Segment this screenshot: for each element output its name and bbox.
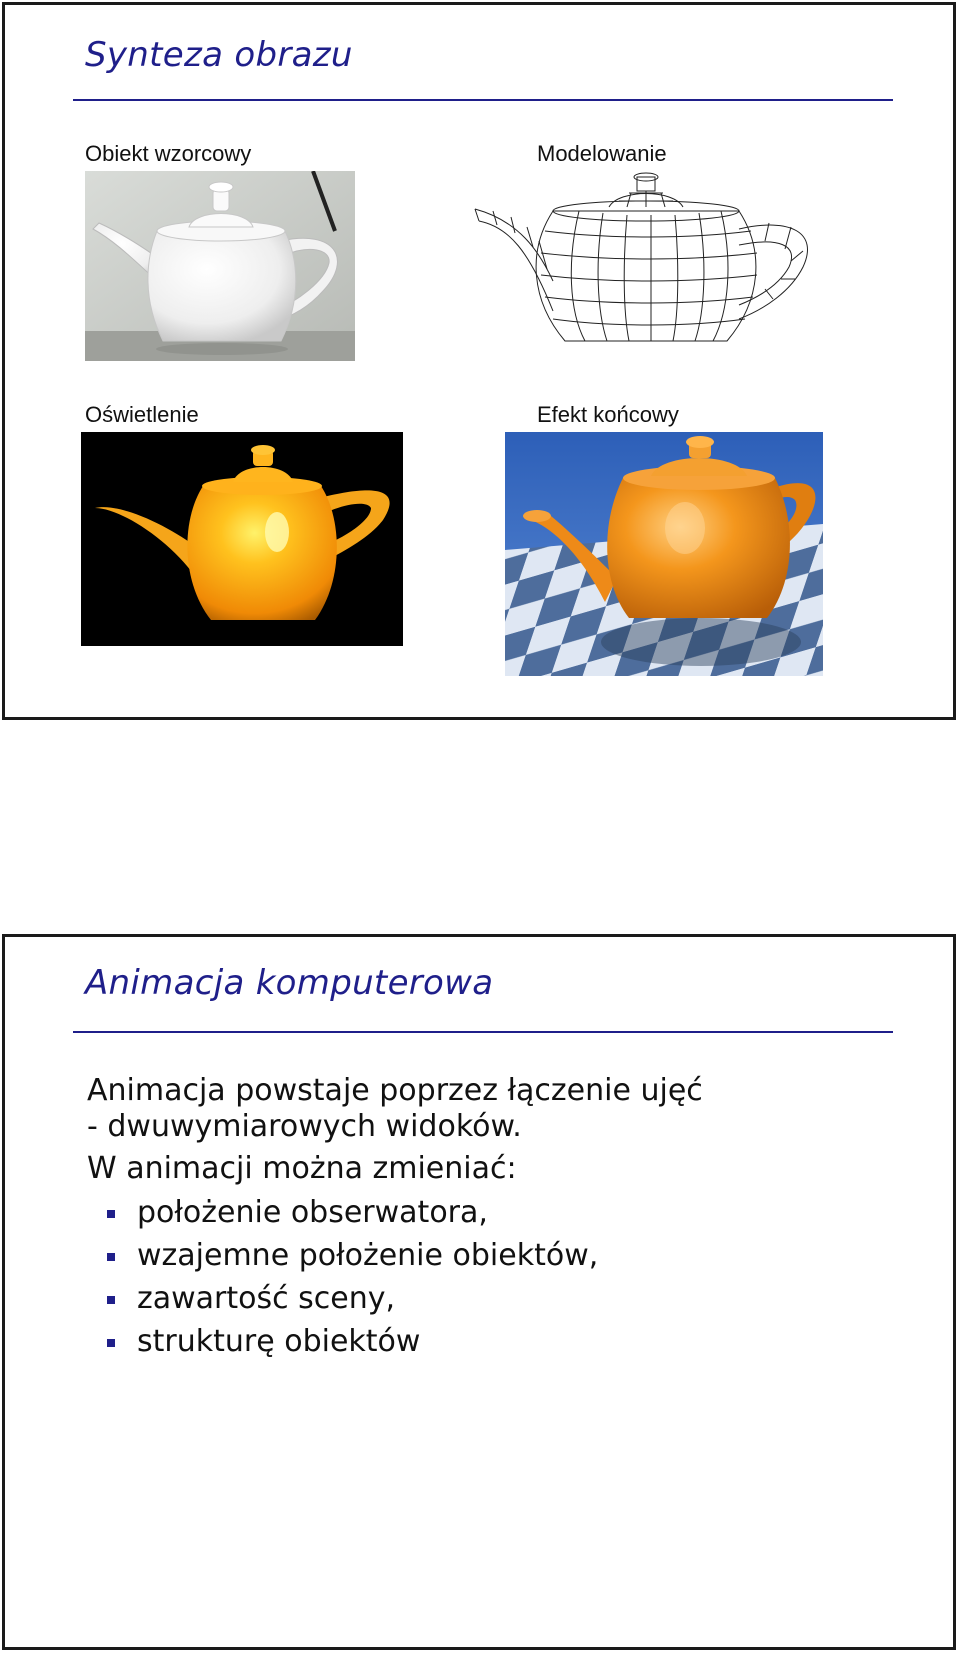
caption-obiekt-wzorcowy: Obiekt wzorcowy (85, 141, 252, 166)
bullet-square-icon (107, 1339, 115, 1347)
slide-title: Animacja komputerowa (85, 963, 494, 1003)
list-item-text: wzajemne położenie obiektów, (137, 1238, 599, 1273)
title-divider (73, 1031, 893, 1033)
slide-animacja-komputerowa (2, 934, 956, 1650)
wireframe-teapot-icon (469, 171, 815, 347)
rendered-teapot-checkerboard-icon (505, 432, 823, 676)
paragraph-line-2: - dwuwymiarowych widoków. (87, 1109, 522, 1144)
list-item (107, 1195, 488, 1230)
list-item (107, 1238, 598, 1273)
lit-orange-teapot-icon (81, 432, 403, 646)
caption-oswietlenie: Oświetlenie (85, 402, 199, 427)
list-item-text: położenie obserwatora, (137, 1195, 488, 1230)
list-item (107, 1324, 420, 1359)
paragraph-line-1: Animacja powstaje poprzez łączenie ujęć (87, 1073, 703, 1108)
list-item (107, 1281, 395, 1316)
bullet-square-icon (107, 1253, 115, 1261)
list-intro: W animacji można zmieniać: (87, 1151, 517, 1186)
photo-white-teapot-icon (85, 171, 355, 361)
title-divider (73, 99, 893, 101)
list-item-text: strukturę obiektów (137, 1324, 421, 1359)
slide-synteza-obrazu (2, 2, 956, 720)
list-item-text: zawartość sceny, (137, 1281, 396, 1316)
slide-title: Synteza obrazu (85, 35, 353, 75)
caption-efekt-koncowy: Efekt końcowy (537, 402, 679, 427)
caption-modelowanie: Modelowanie (537, 141, 667, 166)
bullet-square-icon (107, 1210, 115, 1218)
bullet-square-icon (107, 1296, 115, 1304)
